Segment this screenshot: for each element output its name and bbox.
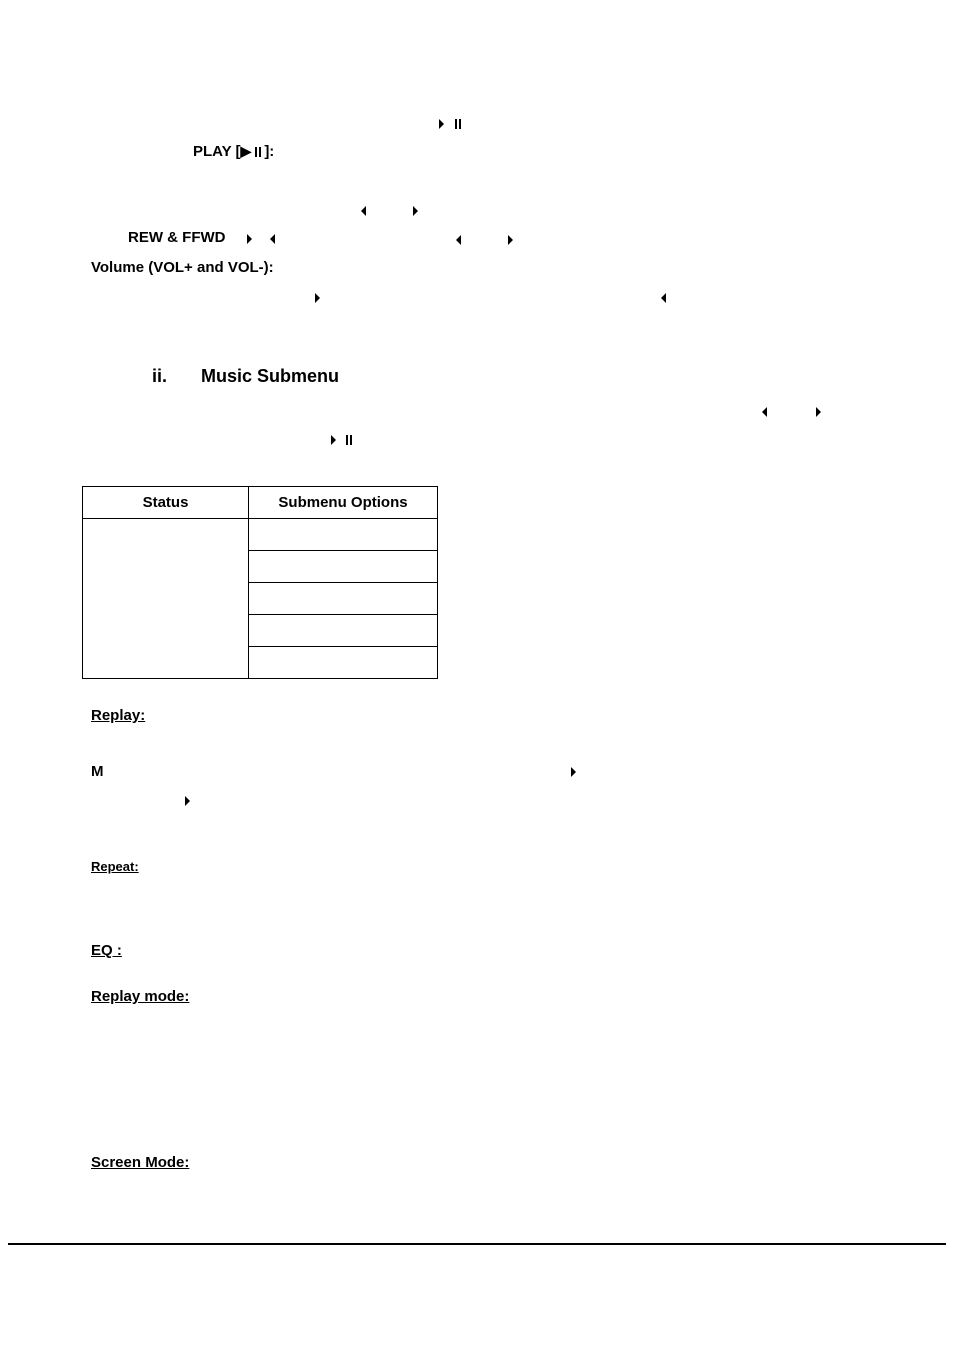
table-row (83, 519, 438, 551)
replay-mode-heading: Replay mode: (91, 988, 190, 1005)
option-cell (249, 551, 438, 583)
right-arrow-icon (508, 235, 513, 245)
m-label: M (91, 763, 104, 780)
option-cell (249, 615, 438, 647)
option-cell (249, 583, 438, 615)
pause-icon (346, 435, 352, 445)
play-triangle-icon: ▶ (240, 143, 252, 159)
status-cell (83, 519, 249, 679)
left-arrow-icon (361, 206, 366, 216)
footer-divider (8, 1243, 946, 1245)
section-number: ii. (152, 366, 168, 386)
option-cell (249, 519, 438, 551)
left-arrow-icon (762, 407, 767, 417)
submenu-table (82, 486, 438, 679)
left-arrow-icon (270, 234, 275, 244)
right-arrow-icon (315, 293, 320, 303)
status-header: Status (83, 487, 249, 519)
rew-ffwd-label: REW & FFWD (128, 229, 226, 246)
right-arrow-icon (247, 234, 252, 244)
submenu-options-header: Submenu Options (249, 487, 438, 519)
screen-mode-heading: Screen Mode: (91, 1154, 190, 1171)
right-arrow-icon (185, 796, 190, 806)
pause-icon (255, 147, 261, 157)
right-arrow-icon (413, 206, 418, 216)
left-arrow-icon (456, 235, 461, 245)
play-icon (439, 119, 444, 129)
replay-heading: Replay: (91, 707, 146, 724)
left-arrow-icon (661, 293, 666, 303)
play-icon (331, 435, 336, 445)
table-header-row (83, 487, 438, 519)
play-label: PLAY [▶ ]: (193, 143, 275, 160)
eq-heading: EQ : (91, 942, 122, 959)
right-arrow-icon (571, 767, 576, 777)
section-title: Music Submenu (201, 366, 340, 386)
repeat-heading: Repeat: (91, 859, 139, 874)
option-cell (249, 647, 438, 679)
volume-label: Volume (VOL+ and VOL-): (91, 259, 274, 276)
pause-icon (455, 119, 461, 129)
right-arrow-icon (816, 407, 821, 417)
